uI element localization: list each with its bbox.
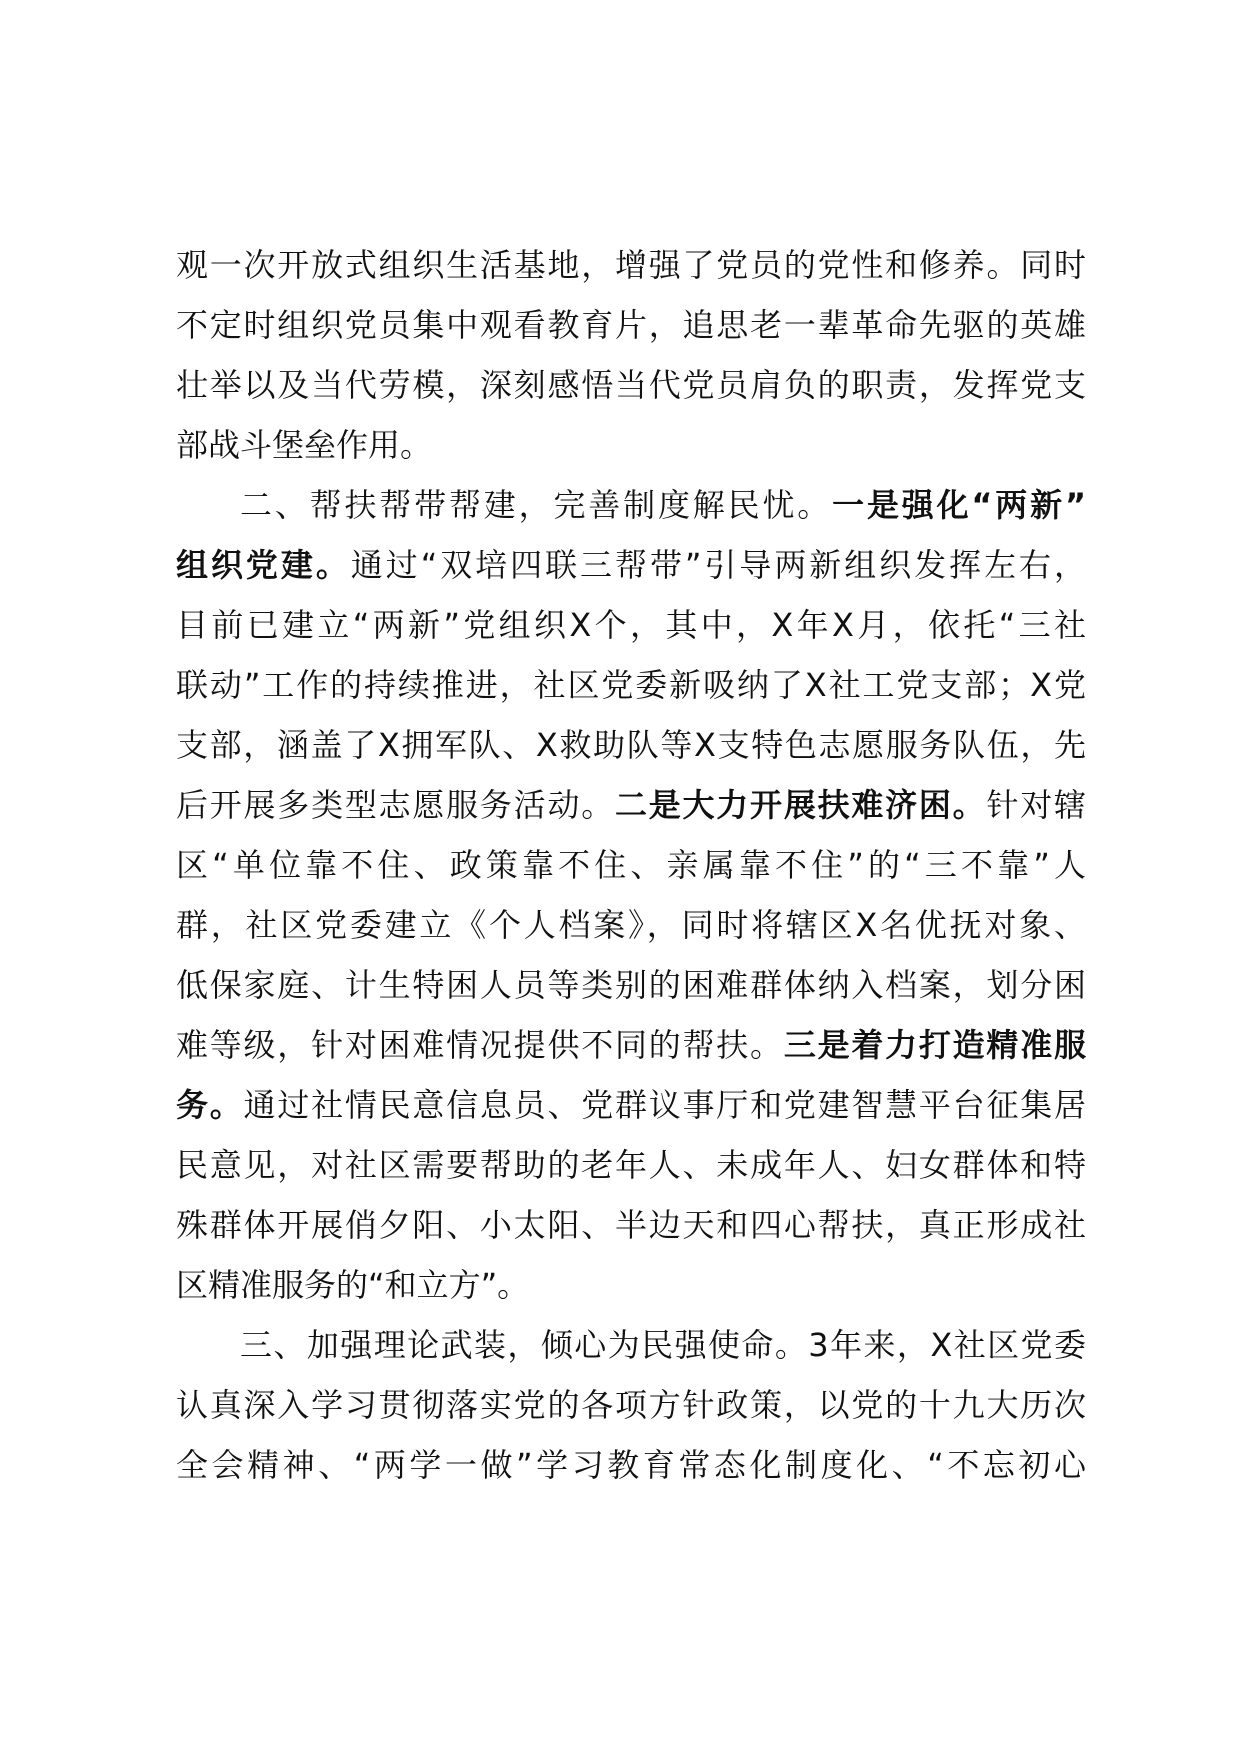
text-line: 目前已建立“两新”党组织X个，其中，X年X月，依托“三社 — [176, 606, 1086, 644]
text-line: 务。通过社情民意信息员、党群议事厅和党建智慧平台征集居 — [176, 1086, 1086, 1124]
text-line: 部战斗堡垒作用。 — [176, 426, 433, 464]
text-line: 群，社区党委建立《个人档案》，同时将辖区X名优抚对象、 — [176, 906, 1086, 944]
text-line: 难等级，针对困难情况提供不同的帮扶。三是着力打造精准服 — [176, 1026, 1086, 1064]
bold-subheading: 三是着力打造精准服 — [783, 1026, 1086, 1064]
bold-subheading: 一是强化“两新” — [832, 486, 1086, 524]
section-heading: 三、加强理论武装，倾心为民强使命。3年来，X社区党委 — [240, 1326, 1086, 1364]
text-line: 观一次开放式组织生活基地，增强了党员的党性和修养。同时 — [176, 246, 1086, 284]
section-heading: 二、帮扶帮带帮建，完善制度解民忧。 — [240, 486, 833, 524]
text-line: 联动”工作的持续推进，社区党委新吸纳了X社工党支部；X党 — [176, 666, 1086, 704]
text-line: 不定时组织党员集中观看教育片，追思老一辈革命先驱的英雄 — [176, 306, 1086, 344]
bold-subheading: 务。 — [176, 1086, 244, 1124]
document-body — [176, 235, 1086, 1495]
section-heading-line — [176, 1315, 1086, 1375]
bold-subheading: 组织党建。 — [176, 546, 351, 584]
section-heading-line — [176, 475, 1086, 535]
text-line: 区“单位靠不住、政策靠不住、亲属靠不住”的“三不靠”人 — [176, 846, 1086, 884]
text-line: 区精准服务的“和立方”。 — [176, 1266, 530, 1304]
text-line: 后开展多类型志愿服务活动。二是大力开展扶难济困。针对辖 — [176, 786, 1086, 824]
text-line: 壮举以及当代劳模，深刻感悟当代党员肩负的职责，发挥党支 — [176, 366, 1086, 404]
text-line: 支部，涵盖了X拥军队、X救助队等X支特色志愿服务队伍，先 — [176, 726, 1086, 764]
text-line: 认真深入学习贯彻落实党的各项方针政策，以党的十九大历次 — [176, 1386, 1086, 1424]
text-line: 民意见，对社区需要帮助的老年人、未成年人、妇女群体和特 — [176, 1146, 1086, 1184]
text-line: 低保家庭、计生特困人员等类别的困难群体纳入档案，划分困 — [176, 966, 1086, 1004]
text-line: 全会精神、“两学一做”学习教育常态化制度化、“不忘初心 — [176, 1446, 1086, 1484]
text-line: 殊群体开展俏夕阳、小太阳、半边天和四心帮扶，真正形成社 — [176, 1206, 1086, 1244]
bold-subheading: 二是大力开展扶难济困。 — [614, 786, 987, 824]
text-line: 组织党建。通过“双培四联三帮带”引导两新组织发挥左右， — [176, 546, 1086, 584]
